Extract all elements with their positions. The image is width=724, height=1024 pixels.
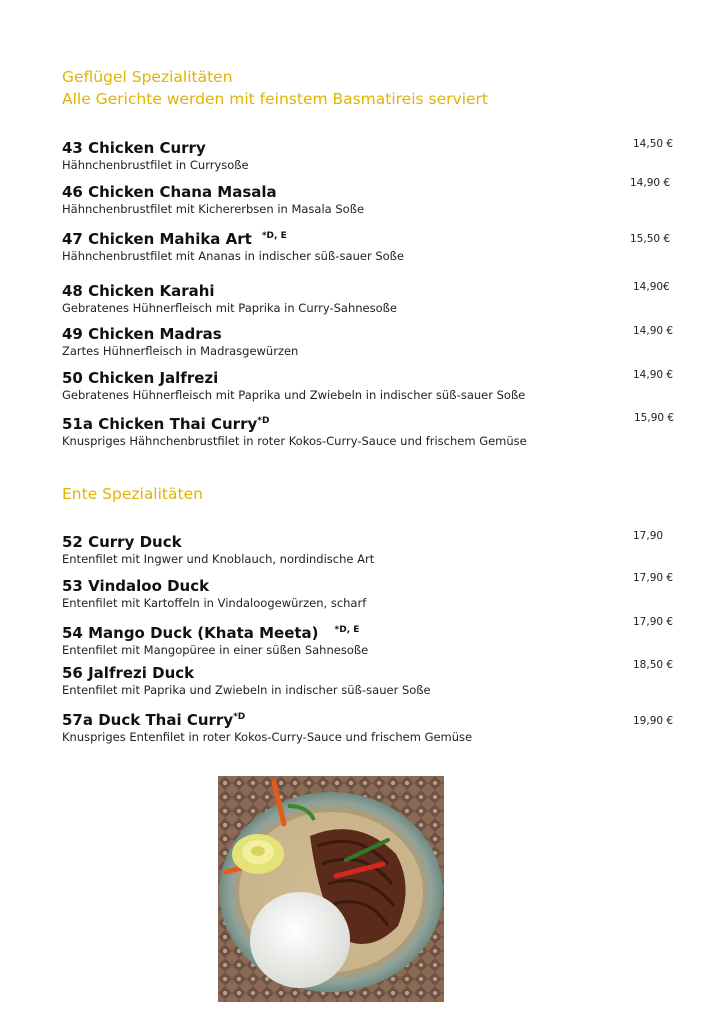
allergen-note: *D [257, 416, 270, 426]
item-name: 53 Vindaloo Duck [62, 577, 210, 595]
menu-item [62, 707, 602, 745]
item-name-row [62, 620, 602, 643]
item-name: 57a Duck Thai Curry [62, 711, 234, 729]
item-price: 19,90 € [633, 715, 674, 727]
item-price: 15,90 € [634, 412, 675, 424]
menu-item [62, 324, 602, 359]
item-description: Knuspriges Hähnchenbrustfilet in roter Kokos-Curry-Sauce und frischem Gemüse [62, 434, 527, 448]
item-name: 48 Chicken Karahi [62, 282, 215, 300]
menu-item [62, 138, 602, 173]
item-name-row [62, 707, 602, 730]
item-name-row [62, 411, 602, 434]
item-price: 17,90 € [633, 572, 674, 584]
allergen-note: *D, E [261, 231, 287, 241]
item-description: Hähnchenbrustfilet mit Ananas in indischer süß-sauer Soße [62, 249, 404, 263]
menu-item [62, 281, 602, 316]
vegetable-flower [232, 834, 284, 874]
item-price: 18,50 € [633, 659, 674, 671]
item-name: 47 Chicken Mahika Art [62, 230, 252, 248]
item-price: 14,90 € [633, 369, 674, 381]
allergen-note: *D, E [334, 625, 360, 635]
section-title-poultry: Geflügel Spezialitäten [62, 68, 233, 86]
dish-photo [218, 776, 444, 1002]
dish-illustration [218, 776, 444, 1002]
item-name: 54 Mango Duck (Khata Meeta) [62, 624, 319, 642]
allergen-note: *D [233, 712, 246, 722]
item-price: 17,90 [633, 530, 664, 542]
item-description: Entenfilet mit Kartoffeln in Vindaloogewürzen, scharf [62, 596, 367, 610]
item-description: Entenfilet mit Paprika und Zwiebeln in indischer süß-sauer Soße [62, 683, 431, 697]
rice [250, 892, 350, 988]
section-title-duck: Ente Spezialitäten [62, 485, 203, 503]
item-price: 14,50 € [633, 138, 674, 150]
item-price: 17,90 € [633, 616, 674, 628]
item-description: Gebratenes Hühnerfleisch mit Paprika in Curry-Sahnesoße [62, 301, 397, 315]
section-subtitle-poultry: Alle Gerichte werden mit feinstem Basmatireis serviert [62, 90, 488, 108]
item-name: 49 Chicken Madras [62, 325, 222, 343]
item-description: Gebratenes Hühnerfleisch mit Paprika und Zwiebeln in indischer süß-sauer Soße [62, 388, 526, 402]
menu-item [62, 663, 602, 698]
item-name: 43 Chicken Curry [62, 139, 206, 157]
item-price: 15,50 € [630, 233, 671, 245]
item-description: Entenfilet mit Ingwer und Knoblauch, nordindische Art [62, 552, 375, 566]
item-name: 46 Chicken Chana Masala [62, 183, 277, 201]
item-price: 14,90 € [633, 325, 674, 337]
item-description: Hähnchenbrustfilet mit Kichererbsen in Masala Soße [62, 202, 365, 216]
menu-item [62, 182, 602, 217]
item-description: Zartes Hühnerfleisch in Madrasgewürzen [62, 344, 299, 358]
menu-item [62, 532, 602, 567]
item-price: 14,90€ [633, 281, 670, 293]
item-name: 52 Curry Duck [62, 533, 182, 551]
item-name: 50 Chicken Jalfrezi [62, 369, 219, 387]
menu-item [62, 576, 602, 611]
item-name: 56 Jalfrezi Duck [62, 664, 195, 682]
item-description: Entenfilet mit Mangopüree in einer süßen Sahnesoße [62, 643, 369, 657]
item-description: Hähnchenbrustfilet in Currysoße [62, 158, 249, 172]
menu-item [62, 620, 602, 658]
item-description: Knuspriges Entenfilet in roter Kokos-Curry-Sauce und frischem Gemüse [62, 730, 473, 744]
menu-item [62, 226, 602, 264]
item-name-row [62, 226, 602, 249]
menu-item [62, 411, 602, 449]
item-price: 14,90 € [630, 177, 671, 189]
menu-item [62, 368, 602, 403]
item-name: 51a Chicken Thai Curry [62, 415, 258, 433]
